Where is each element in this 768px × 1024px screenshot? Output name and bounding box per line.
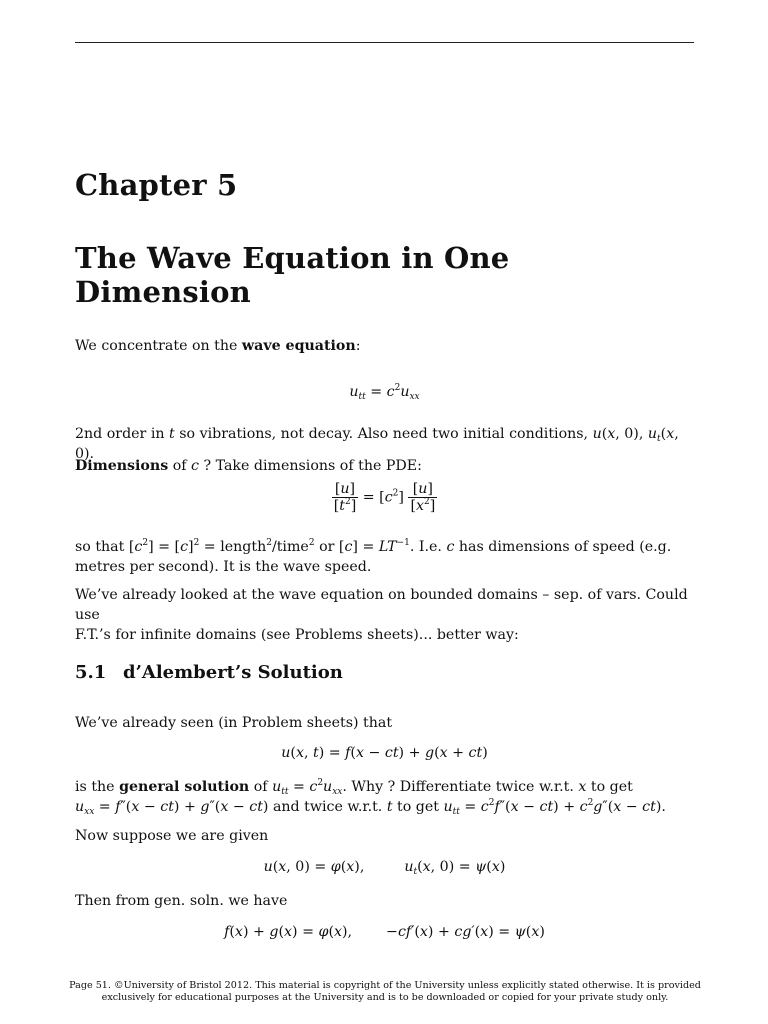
general-text-a: is the: [75, 779, 120, 795]
general-toget2: to get: [392, 799, 444, 815]
footer-line2: exclusively for educational purposes at the University and is to be downloaded or copied for your private study only.: [101, 992, 669, 1003]
general-of: of: [249, 779, 273, 795]
length-word: length: [220, 539, 267, 555]
has-dims-text: has dimensions of speed (e.g.: [454, 539, 672, 555]
intro-bold-term: wave equation: [241, 338, 356, 354]
wave-speed-text: metres per second). It is the wave speed.: [75, 559, 372, 575]
time-word: time: [276, 539, 309, 555]
dimensions-paragraph: [75, 456, 694, 476]
intro-paragraph: [75, 336, 694, 356]
wave-equation: $u_{tt} = c^2u_{xx}$: [349, 383, 420, 402]
section-heading: [75, 662, 694, 683]
already-line1: We’ve already looked at the wave equation on bounded domains – sep. of vars. Could use: [75, 587, 688, 623]
page-footer: [60, 980, 710, 1004]
order-text-b: so vibrations, not decay. Also need two initial conditions,: [174, 426, 593, 442]
so-that-text: so that: [75, 539, 129, 555]
so-that-paragraph: so that $[c^2] = [c]^2$ = length$^2$/time$^2$ or $[c] = LT^{-1}$. I.e. c has dimensions of speed (e.g. metres per second). It is the wave speed.: [75, 538, 672, 575]
already-paragraph: [75, 585, 694, 645]
general-and: and twice w.r.t.: [268, 799, 387, 815]
suppose-paragraph: Now suppose we are given: [75, 828, 269, 844]
dims-rest: ? Take dimensions of the PDE:: [198, 458, 422, 474]
ie-text: . I.e.: [409, 539, 447, 555]
dimension-equation: $\frac{[u]}{[t^2]}$ = $[c^2]$ $\frac{[u]}{[x^2]}$: [333, 481, 436, 514]
seen-paragraph: We’ve already seen (in Problem sheets) that: [75, 715, 393, 731]
header-rule: [75, 42, 694, 43]
general-toget: to get: [586, 779, 633, 795]
var-t: t: [169, 426, 175, 442]
var-c: c: [191, 458, 199, 474]
intro-colon: :: [355, 338, 361, 354]
general-paragraph: is the general solution of $u_{tt} = c^2u_{xx}$. Why ? Differentiate twice w.r.t. x to get $u_{xx} = f''(x - ct) + g''(x - ct)$ and twice w.r.t. t to get $u_{tt} = c^2f''(x - ct) + c^2g''(x - ct)$.: [75, 778, 666, 817]
section-title: d’Alembert’s Solution: [123, 662, 343, 683]
general-solution-equation: u(x, t) = f(x − ct) + g(x + ct): [281, 745, 488, 761]
initial-conditions-equation: u(x, 0) = φ(x), $u_t(x$, 0) = ψ(x): [263, 859, 506, 877]
general-solution-bold: general solution: [119, 779, 250, 795]
dimensions-bold: Dimensions: [75, 458, 169, 474]
or-word: or: [314, 539, 339, 555]
chapter-title: The Wave Equation in One Dimension: [75, 241, 510, 309]
order-paragraph: 2nd order in t so vibrations, not decay. Also need two initial conditions, u(x, 0), $u_t(x$, 0).: [75, 426, 679, 462]
system-equation: f(x) + g(x) = φ(x), −cf′(x) + cg′(x) = ψ(x): [224, 924, 545, 940]
dims-of: of: [168, 458, 192, 474]
footer-line1: Page 51. ©University of Bristol 2012. This material is copyright of the University unless explicitly stated otherwise. It is provided: [69, 980, 701, 991]
intro-text: We concentrate on the: [75, 338, 242, 354]
already-line2: F.T.’s for infinite domains (see Problems sheets)... better way:: [75, 627, 519, 643]
then-paragraph: Then from gen. soln. we have: [75, 893, 288, 909]
order-text-a: 2nd order in: [75, 426, 170, 442]
general-why: . Why ? Differentiate twice w.r.t.: [342, 779, 579, 795]
chapter-label: Chapter 5: [75, 168, 238, 202]
section-number: 5.1: [75, 662, 107, 683]
